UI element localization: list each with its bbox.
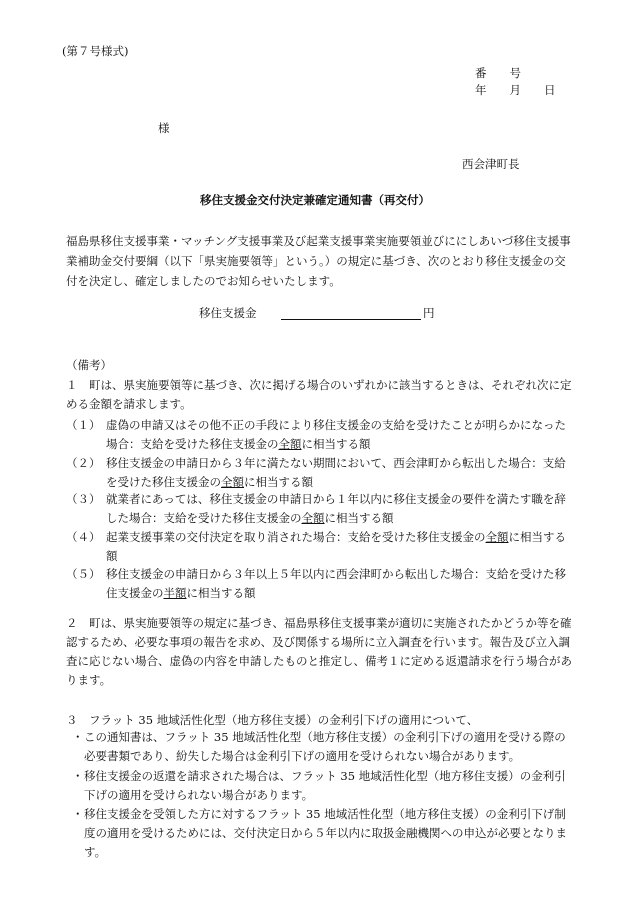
emphasis-amount: 全額 (485, 530, 509, 544)
remark-bullet (72, 805, 573, 862)
addressee-suffix: 様 (158, 121, 170, 135)
emphasis-amount: 全額 (301, 511, 325, 525)
amount-label: 移住支援金 (199, 306, 257, 320)
remark-subitem (66, 416, 573, 454)
issuer-name: 西会津町長 (462, 157, 520, 171)
emphasis-amount: 全額 (221, 475, 244, 489)
amount-blank-line (281, 319, 421, 320)
subitem-text: 虚偽の申請又はその他不正の手段により移住支援金の支給を受けたことが明らかになった場合：支給を受けた移住支援金の全額に相当する額 (106, 418, 566, 451)
intro-paragraph: 福島県移住支援事業・マッチング支援事業及び起業支援事業実施要領並びににしあいづ移住支援事業補助金交付要綱（以下「県実施要領等」という。）の規定に基づき、次のとおり移住支援金の交付を決定し、確定しましたのでお知らせいたします。 (66, 234, 571, 288)
bullet-text: 移住支援金を受領した方に対するフラット 35 地域活性化型（地方移住支援）の金利引下げ制度の適用を受けるためには、交付決定日から５年以内に取扱金融機関への申込が必要となります。 (84, 807, 567, 859)
subitem-number: （１） (66, 418, 101, 432)
document-number-label: 番 号 (475, 66, 521, 80)
remark-subitem (66, 454, 573, 492)
remark-item-1: １ 町は、県実施要領等に基づき、次に掲げる場合のいずれかに該当するときは、それぞれ次に定める金額を請求します。 (66, 378, 572, 411)
remark-item-2: ２ 町は、県実施要領等の規定に基づき、福島県移住支援事業が適切に実施されたかどうか等を確認するため、必要な事項の報告を求め、及び関係する場所に立入調査を行います。報告及び立入調査に応じない場合、虚偽の内容を申請したものと推定し、備考１に定める返還請求を行う場合があります。 (66, 616, 572, 687)
form-number: (第７号様式) (62, 44, 129, 58)
date-label: 年 月 日 (475, 83, 556, 97)
bullet-mark: ・ (72, 769, 84, 783)
subitem-text: 移住支援金の申請日から３年以上５年以内に西会津町から転出した場合：支給を受けた移住支援金の半額に相当する額 (106, 567, 566, 600)
subitem-text: 起業支援事業の交付決定を取り消された場合：支給を受けた移住支援金の全額に相当する額 (106, 530, 566, 563)
subitem-text: 移住支援金の申請日から３年に満たない期間において、西会津町から転出した場合：支給を受けた移住支援金の全額に相当する額 (106, 456, 566, 489)
subitem-number: （５） (66, 567, 101, 581)
emphasis-amount: 全額 (278, 437, 302, 451)
subitem-number: （３） (66, 492, 101, 506)
remark-subitem (66, 528, 573, 566)
bullet-mark: ・ (72, 807, 84, 821)
remark-bullet (72, 728, 573, 766)
bullet-text: この通知書は、フラット 35 地域活性化型（地方移住支援）の金利引下げの適用を受ける際の必要書類であり、紛失した場合は金利引下げの適用を受けられない場合があります。 (84, 730, 566, 763)
subitem-number: （２） (66, 456, 101, 470)
remark-item-3-heading: ３ フラット 35 地域活性化型（地方移住支援）の金利引下げの適用について、 (66, 713, 479, 727)
remark-subitem (66, 490, 573, 528)
emphasis-amount: 半額 (163, 586, 187, 600)
amount-unit: 円 (423, 306, 435, 320)
remarks-heading: （備考） (66, 358, 112, 372)
bullet-mark: ・ (72, 730, 84, 744)
subitem-text: 就業者にあっては、移住支援金の申請日から１年以内に移住支援金の要件を満たす職を辞した場合：支給を受けた移住支援金の全額に相当する額 (106, 492, 566, 525)
remark-bullet (72, 767, 573, 805)
document-title: 移住支援金交付決定兼確定通知書（再交付） (200, 193, 430, 207)
subitem-number: （４） (66, 530, 101, 544)
bullet-text: 移住支援金の返還を請求された場合は、フラット 35 地域活性化型（地方移住支援）の金利引下げの適用を受けられない場合があります。 (84, 769, 566, 802)
remark-subitem (66, 565, 573, 603)
